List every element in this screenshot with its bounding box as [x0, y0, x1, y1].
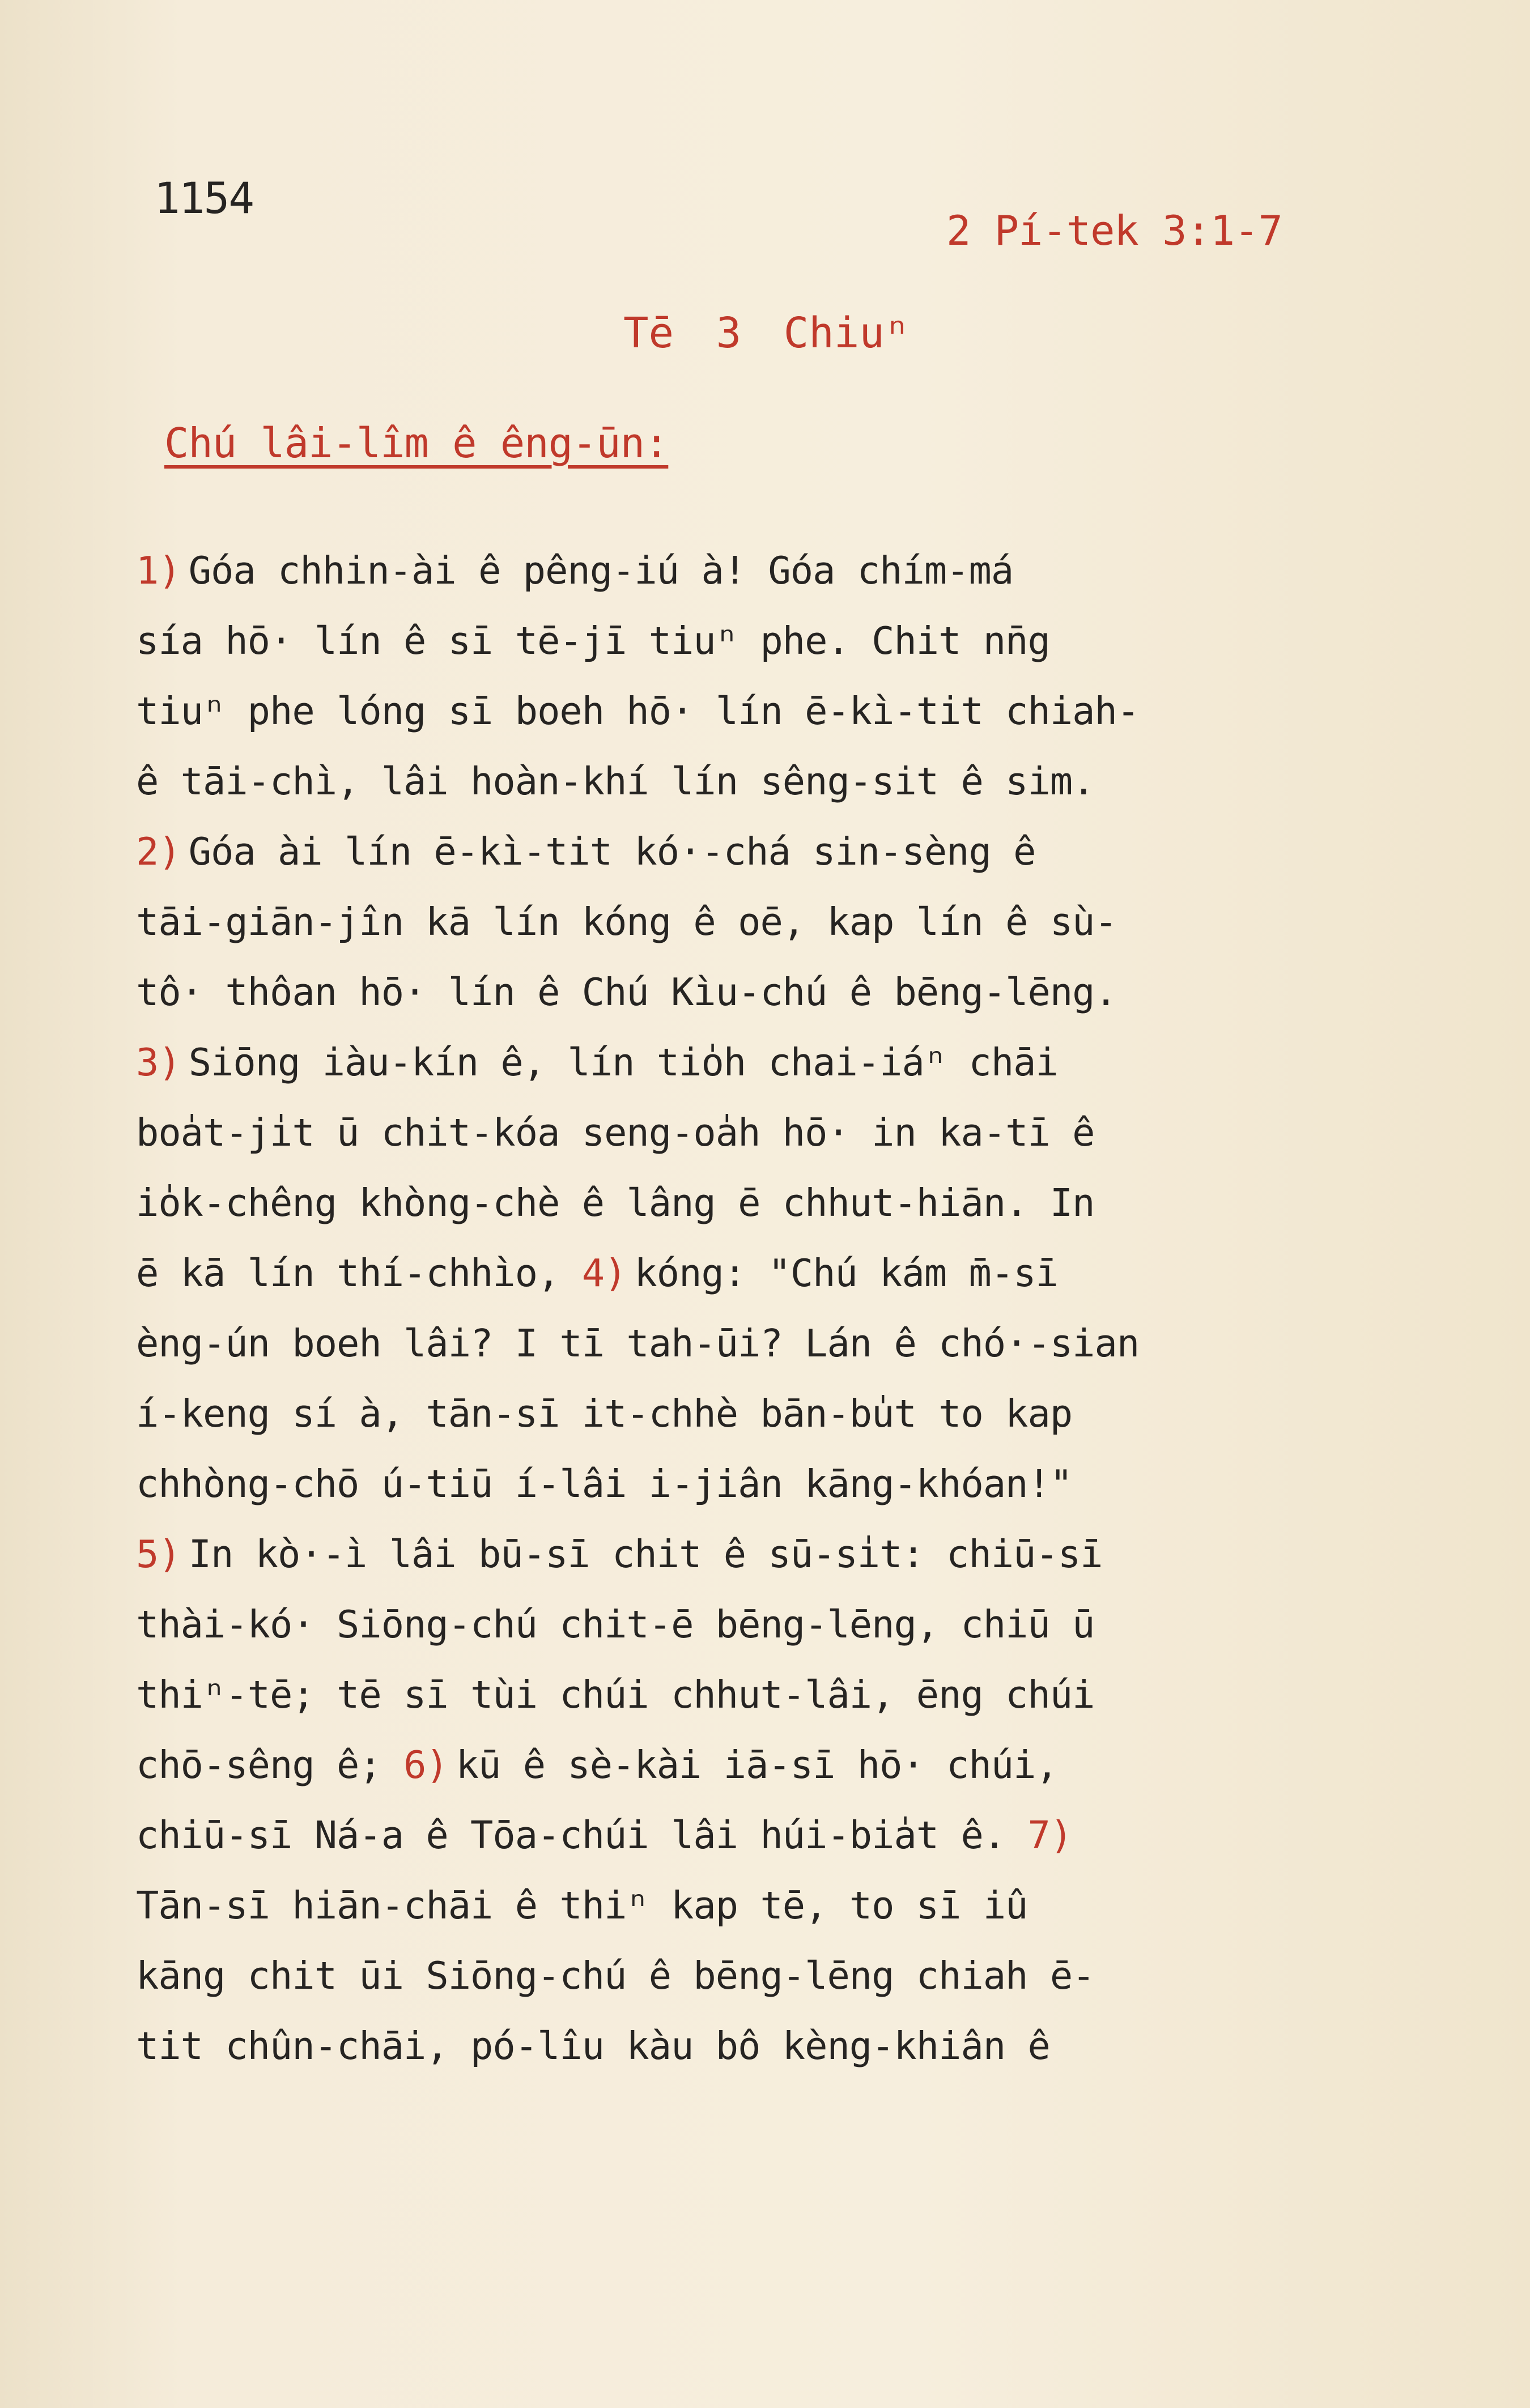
verse-number: 2): [136, 829, 181, 874]
section-heading: Chú lâi-lîm ê êng-ūn:: [164, 419, 669, 467]
line-text: thài-kó· Siōng-chú chit-ē bēng-lēng, chiū ū: [136, 1602, 1095, 1647]
body-text: [136, 535, 1428, 2081]
verse-number: 1): [136, 548, 181, 593]
line-text: í-keng sí à, tān-sī it-chhè bān-bu̍t to kap: [136, 1392, 1073, 1436]
text-line: [136, 1589, 1428, 1660]
text-line: [136, 535, 1428, 606]
text-line: [136, 1168, 1428, 1238]
verse-number: 7): [1027, 1813, 1073, 1857]
text-line: [136, 606, 1428, 676]
text-line: [136, 1097, 1428, 1168]
text-line: [136, 1238, 1428, 1308]
line-text: chhòng-chō ú-tiū í-lâi i-jiân kāng-khóan!": [136, 1462, 1073, 1506]
chapter-title: Tē 3 Chiuⁿ: [623, 309, 910, 358]
line-text: kāng chit ūi Siōng-chú ê bēng-lēng chiah ē-: [136, 1954, 1095, 1998]
line-text: chō-sêng ê;: [136, 1743, 381, 1787]
line-text: chiū-sī Ná-a ê Tōa-chúi lâi húi-bia̍t ê.: [136, 1813, 1006, 1857]
text-line: [136, 676, 1428, 746]
verse-number: 6): [403, 1743, 448, 1787]
line-text: kū ê sè-kài iā-sī hō· chúi,: [456, 1743, 1058, 1787]
line-text: thiⁿ-tē; tē sī tùi chúi chhut-lâi, ēng chúi: [136, 1673, 1095, 1717]
text-line: [136, 816, 1428, 887]
line-text: io̍k-chêng khòng-chè ê lâng ē chhut-hiān. In: [136, 1181, 1095, 1225]
line-text: ê tāi-chì, lâi hoàn-khí lín sêng-sit ê sim.: [136, 759, 1095, 803]
verse-number: 5): [136, 1532, 181, 1576]
line-text: kóng: "Chú kám m̄-sī: [634, 1251, 1058, 1295]
text-line: [136, 887, 1428, 957]
line-text: Tān-sī hiān-chāi ê thiⁿ kap tē, to sī iû: [136, 1883, 1028, 1928]
verse-number: 3): [136, 1040, 181, 1084]
line-text: sía hō· lín ê sī tē-jī tiuⁿ phe. Chit nn̄g: [136, 619, 1050, 663]
text-line: [136, 1449, 1428, 1519]
page-number: 1154: [154, 173, 254, 223]
text-line: [136, 1519, 1428, 1589]
line-text: tit chûn-chāi, pó-lîu kàu bô kèng-khiân ê: [136, 2024, 1050, 2068]
text-line: [136, 1308, 1428, 1379]
text-line: [136, 1800, 1428, 1870]
line-text: tiuⁿ phe lóng sī boeh hō· lín ē-kì-tit chiah-: [136, 689, 1140, 733]
line-text: boa̍t-ji̍t ū chit-kóa seng-oa̍h hō· in ka-tī ê: [136, 1111, 1095, 1155]
line-text: ē kā lín thí-chhìo,: [136, 1251, 560, 1295]
verse-number: 4): [581, 1251, 627, 1295]
text-line: [136, 2011, 1428, 2081]
line-text: tāi-giān-jîn kā lín kóng ê oē, kap lín ê sù-: [136, 900, 1117, 944]
running-head: 2 Pí-tek 3:1-7: [946, 207, 1282, 254]
text-line: [136, 1660, 1428, 1730]
text-line: [136, 1027, 1428, 1097]
text-line: [136, 1730, 1428, 1800]
text-line: [136, 746, 1428, 816]
line-text: èng-ún boeh lâi? I tī tah-ūi? Lán ê chó·-sian: [136, 1321, 1140, 1365]
line-text: Góa ài lín ē-kì-tit kó·-chá sin-sèng ê: [188, 829, 1036, 874]
text-line: [136, 957, 1428, 1027]
text-line: [136, 1379, 1428, 1449]
line-text: tô· thôan hō· lín ê Chú Kìu-chú ê bēng-lēng.: [136, 970, 1117, 1014]
line-text: In kò·-ì lâi bū-sī chit ê sū-si̍t: chiū-sī: [188, 1532, 1103, 1576]
text-line: [136, 1870, 1428, 1941]
line-text: Siōng iàu-kín ê, lín tio̍h chai-iáⁿ chāi: [188, 1040, 1058, 1084]
text-line: [136, 1941, 1428, 2011]
line-text: Góa chhin-ài ê pêng-iú à! Góa chím-má: [188, 548, 1014, 593]
